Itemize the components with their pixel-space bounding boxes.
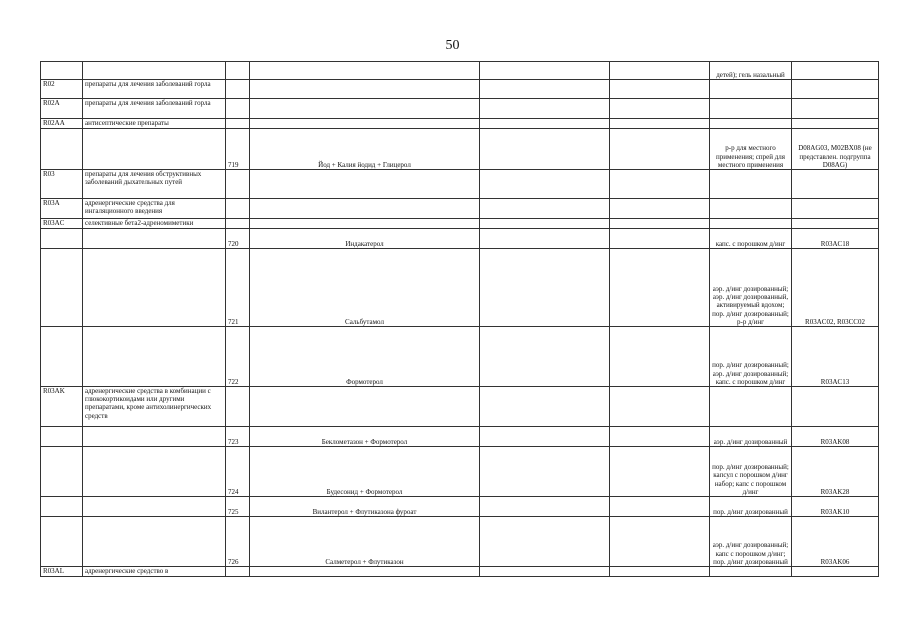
empty-cell (610, 199, 710, 219)
row-number-cell (226, 199, 250, 219)
atc-group-code-cell (41, 249, 83, 327)
empty-cell (480, 497, 610, 517)
inn-name-cell (250, 199, 480, 219)
dosage-form-cell: аэр. д/инг дозированный (710, 427, 792, 447)
dosage-form-cell (710, 170, 792, 199)
drug-list-table (40, 61, 879, 577)
dosage-form-cell (710, 99, 792, 119)
empty-cell (480, 567, 610, 577)
atc-group-code-cell: R03AK (41, 387, 83, 427)
dosage-form-cell (710, 219, 792, 229)
empty-cell (480, 119, 610, 129)
dosage-form-cell: р-р для местного применения; спрей для местного применения (710, 129, 792, 170)
group-description-cell (83, 62, 226, 80)
table-row (41, 249, 879, 327)
atc-group-code-cell: R02A (41, 99, 83, 119)
row-number-cell: 721 (226, 249, 250, 327)
empty-cell (610, 447, 710, 497)
empty-cell (480, 427, 610, 447)
atc-code-cell (792, 62, 879, 80)
atc-code-cell (792, 199, 879, 219)
empty-cell (480, 387, 610, 427)
table-row (41, 99, 879, 119)
empty-cell (610, 80, 710, 99)
table-row (41, 199, 879, 219)
inn-name-cell (250, 219, 480, 229)
empty-cell (610, 327, 710, 387)
atc-code-cell: D08AG03, M02BX08 (не представлен. подгруппа D08AG) (792, 129, 879, 170)
empty-cell (610, 229, 710, 249)
table-row (41, 497, 879, 517)
atc-group-code-cell (41, 427, 83, 447)
group-description-cell: адренергические средства в комбинации с глюкокортикоидами или другими препаратами, кроме антихолинергических средств (83, 387, 226, 427)
empty-cell (610, 99, 710, 119)
dosage-form-cell: аэр. д/инг дозированный; капс с порошком д/инг; пор. д/инг дозированный (710, 517, 792, 567)
inn-name-cell: Формотерол (250, 327, 480, 387)
group-description-cell (83, 129, 226, 170)
empty-cell (610, 387, 710, 427)
inn-name-cell (250, 567, 480, 577)
table-row (41, 80, 879, 99)
inn-name-cell: Вилантерол + Флутиказона фуроат (250, 497, 480, 517)
group-description-cell (83, 327, 226, 387)
atc-code-cell: R03AK28 (792, 447, 879, 497)
table-row (41, 387, 879, 427)
atc-code-cell: R03AK10 (792, 497, 879, 517)
row-number-cell: 726 (226, 517, 250, 567)
table-row (41, 119, 879, 129)
empty-cell (610, 497, 710, 517)
empty-cell (480, 62, 610, 80)
row-number-cell: 720 (226, 229, 250, 249)
table-row (41, 447, 879, 497)
atc-code-cell (792, 99, 879, 119)
row-number-cell (226, 80, 250, 99)
table-row (41, 62, 879, 80)
dosage-form-cell (710, 199, 792, 219)
group-description-cell (83, 447, 226, 497)
empty-cell (480, 517, 610, 567)
row-number-cell: 719 (226, 129, 250, 170)
row-number-cell (226, 387, 250, 427)
atc-code-cell (792, 219, 879, 229)
empty-cell (610, 170, 710, 199)
table-row (41, 567, 879, 577)
atc-group-code-cell (41, 129, 83, 170)
row-number-cell: 723 (226, 427, 250, 447)
group-description-cell: адренергические средство в (83, 567, 226, 577)
empty-cell (480, 80, 610, 99)
empty-cell (610, 62, 710, 80)
atc-code-cell: R03AK06 (792, 517, 879, 567)
table-row (41, 229, 879, 249)
empty-cell (610, 249, 710, 327)
empty-cell (610, 567, 710, 577)
atc-group-code-cell (41, 229, 83, 249)
atc-code-cell (792, 80, 879, 99)
group-description-cell: препараты для лечения заболеваний горла (83, 99, 226, 119)
row-number-cell: 724 (226, 447, 250, 497)
atc-code-cell: R03AC18 (792, 229, 879, 249)
dosage-form-cell: аэр. д/инг дозированный; аэр. д/инг дозированный, активируемый вдохом; пор. д/инг дозированный; р-р д/инг (710, 249, 792, 327)
table-row (41, 219, 879, 229)
empty-cell (480, 229, 610, 249)
atc-code-cell: R03AC13 (792, 327, 879, 387)
inn-name-cell (250, 170, 480, 199)
atc-code-cell: R03AK08 (792, 427, 879, 447)
atc-code-cell (792, 170, 879, 199)
row-number-cell (226, 119, 250, 129)
atc-group-code-cell: R03AC (41, 219, 83, 229)
group-description-cell (83, 497, 226, 517)
inn-name-cell: Сальбутамол (250, 249, 480, 327)
dosage-form-cell: капс. с порошком д/инг (710, 229, 792, 249)
atc-code-cell (792, 567, 879, 577)
atc-group-code-cell (41, 62, 83, 80)
table-row (41, 427, 879, 447)
group-description-cell: селективные бета2-адреномиметики (83, 219, 226, 229)
dosage-form-cell: пор. д/инг дозированный; аэр. д/инг дозированный; капс. с порошком д/инг (710, 327, 792, 387)
atc-code-cell: R03AC02, R03CC02 (792, 249, 879, 327)
atc-code-cell (792, 119, 879, 129)
empty-cell (610, 517, 710, 567)
dosage-form-cell: детей); гель назальный (710, 62, 792, 80)
atc-group-code-cell (41, 327, 83, 387)
row-number-cell (226, 567, 250, 577)
dosage-form-cell: пор. д/инг дозированный (710, 497, 792, 517)
empty-cell (480, 327, 610, 387)
dosage-form-cell (710, 387, 792, 427)
dosage-form-cell (710, 567, 792, 577)
empty-cell (480, 249, 610, 327)
group-description-cell: препараты для лечения обструктивных заболеваний дыхательных путей (83, 170, 226, 199)
inn-name-cell (250, 119, 480, 129)
atc-group-code-cell (41, 517, 83, 567)
empty-cell (610, 219, 710, 229)
row-number-cell (226, 170, 250, 199)
atc-group-code-cell: R02 (41, 80, 83, 99)
inn-name-cell: Будесонид + Формотерол (250, 447, 480, 497)
row-number-cell (226, 62, 250, 80)
inn-name-cell: Йод + Калия йодид + Глицерол (250, 129, 480, 170)
atc-group-code-cell (41, 447, 83, 497)
row-number-cell: 722 (226, 327, 250, 387)
table-row (41, 129, 879, 170)
dosage-form-cell: пор. д/инг дозированный; капсул с порошком д/инг набор; капс с порошком д/инг (710, 447, 792, 497)
atc-group-code-cell: R03A (41, 199, 83, 219)
table-row (41, 170, 879, 199)
row-number-cell: 725 (226, 497, 250, 517)
empty-cell (610, 129, 710, 170)
group-description-cell: адренергические средства для ингаляционного введения (83, 199, 226, 219)
group-description-cell: препараты для лечения заболеваний горла (83, 80, 226, 99)
empty-cell (480, 129, 610, 170)
empty-cell (610, 119, 710, 129)
page-number: 50 (445, 38, 460, 53)
inn-name-cell: Индакатерол (250, 229, 480, 249)
empty-cell (480, 447, 610, 497)
atc-group-code-cell (41, 497, 83, 517)
empty-cell (480, 199, 610, 219)
inn-name-cell (250, 99, 480, 119)
table-row (41, 517, 879, 567)
inn-name-cell (250, 387, 480, 427)
empty-cell (610, 427, 710, 447)
atc-group-code-cell: R03AL (41, 567, 83, 577)
inn-name-cell: Беклометазон + Формотерол (250, 427, 480, 447)
empty-cell (480, 219, 610, 229)
row-number-cell (226, 99, 250, 119)
dosage-form-cell (710, 80, 792, 99)
group-description-cell: антисептические препараты (83, 119, 226, 129)
inn-name-cell (250, 62, 480, 80)
empty-cell (480, 99, 610, 119)
atc-group-code-cell: R03 (41, 170, 83, 199)
table-row (41, 327, 879, 387)
group-description-cell (83, 249, 226, 327)
group-description-cell (83, 427, 226, 447)
atc-group-code-cell: R02AA (41, 119, 83, 129)
group-description-cell (83, 229, 226, 249)
atc-code-cell (792, 387, 879, 427)
dosage-form-cell (710, 119, 792, 129)
inn-name-cell (250, 80, 480, 99)
empty-cell (480, 170, 610, 199)
group-description-cell (83, 517, 226, 567)
inn-name-cell: Салметерол + Флутиказон (250, 517, 480, 567)
row-number-cell (226, 219, 250, 229)
